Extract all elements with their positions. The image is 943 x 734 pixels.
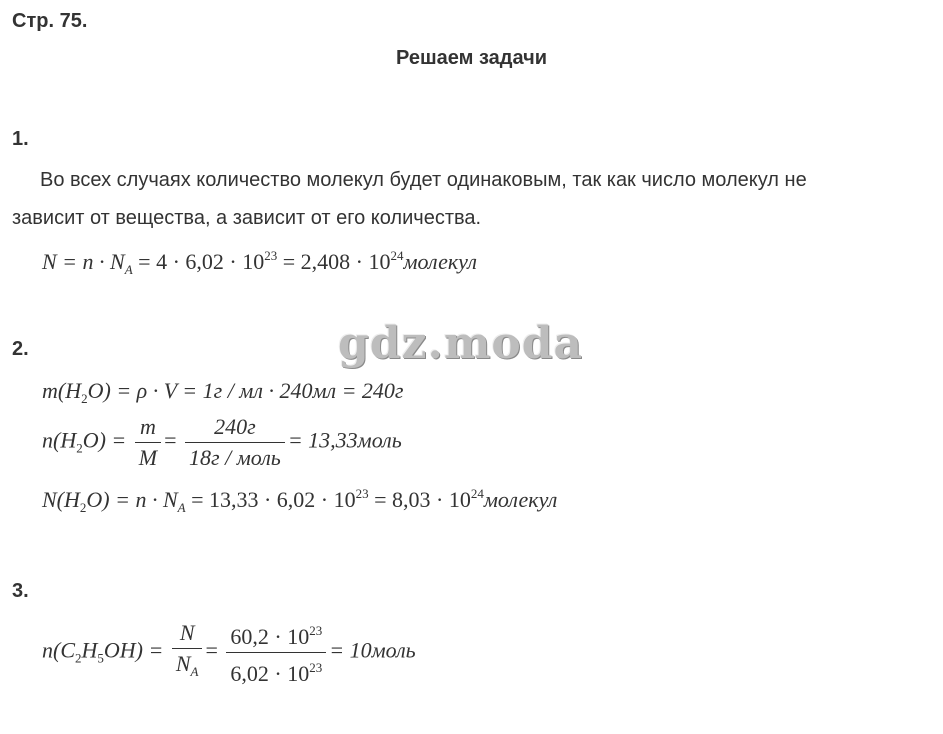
section-title: Решаем задачи bbox=[396, 47, 547, 69]
fraction-numeric: $\frac{60,2 \cdot 10^{23}}{6,02 \cdot 10^{23}}$ bbox=[226, 618, 326, 687]
task-1-formula: $N = n \cdot N_A = 4 \cdot 6,02 \cdot 10^{23} = 2,408$ · $10^{24}молекул$ bbox=[42, 248, 477, 277]
task-1-text-line-2: зависит от вещества, а зависит от его количества. bbox=[12, 207, 482, 229]
task-2-formula-mass: $m(H_2O) = \rho \cdot V = 1г$ / мл · 240мл = 240г bbox=[42, 378, 404, 406]
task-3-formula: $n(C_2H_5OH)$ = $\frac{N}{N_A}$ = $\frac{60,2 \cdot 10^{23}}{6,02 \cdot 10^{23}}$ = 10моль bbox=[42, 620, 416, 686]
fraction-N-over-NA: $\frac{N}{N_A}$ bbox=[172, 620, 203, 685]
fraction-m-over-M: $\frac{m}{M}$ bbox=[135, 414, 161, 471]
task-2-formula-molecules: $N(H_2O) = n \cdot N_A = 13,33 \cdot 6,02 \cdot 10^{23} = 8,03$ · $10^{24}молекул$ bbox=[42, 486, 558, 515]
task-1-number: 1. bbox=[12, 128, 29, 150]
fraction-240-over-18: $\frac{240г}{\text{18г / моль}}$ bbox=[185, 414, 285, 471]
task-1-text-line-1: Во всех случаях количество молекул будет одинаковым, так как число молекул не bbox=[40, 169, 807, 191]
task-3-number: 3. bbox=[12, 580, 29, 602]
task-2-formula-amount: $n(H_2O)$ = $\frac{m}{M}$ = $\frac{240г}{\text{18г / моль}}$ = 13,33моль bbox=[42, 414, 402, 470]
page-reference: Стр. 75. bbox=[12, 10, 88, 32]
task-2-number: 2. bbox=[12, 338, 29, 360]
watermark-logo: gdz.moda bbox=[338, 318, 584, 369]
